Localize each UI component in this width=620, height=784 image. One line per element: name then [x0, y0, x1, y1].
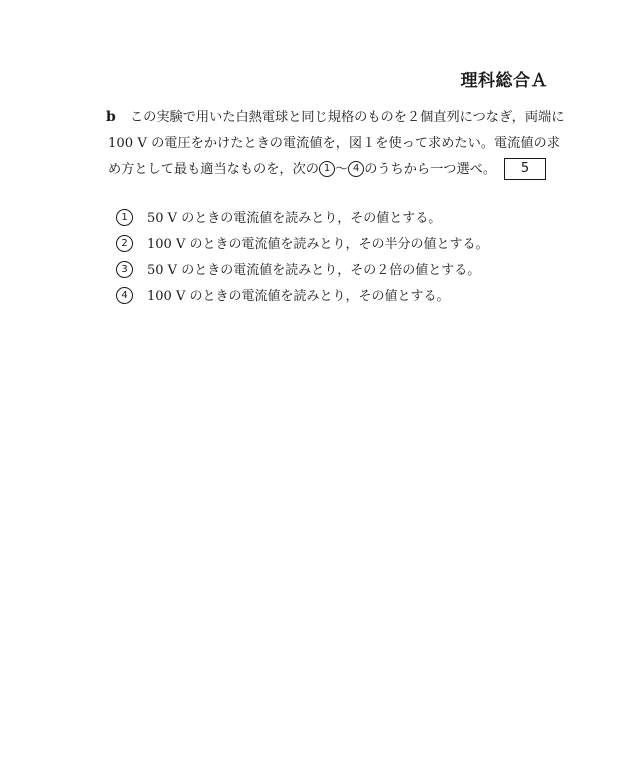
- option-text: 50 V のときの電流値を読みとり，その値とする。: [147, 211, 442, 226]
- circled-number-icon: 3: [116, 261, 133, 278]
- circled-number-1-icon: 1: [319, 161, 335, 177]
- question-text-line-1: この実験で用いた白熱電球と同じ規格のものを２個直列につなぎ，両端に: [130, 110, 565, 125]
- question-line-1: [106, 104, 565, 131]
- question-text-line-3a: め方として最も適当なものを，次の: [108, 162, 319, 177]
- circled-number-icon: 2: [116, 235, 133, 252]
- answer-number-box: 5: [504, 158, 546, 180]
- question-text-line-3b: のうちから一つ選べ。: [364, 162, 497, 177]
- question-line-3: [106, 157, 556, 183]
- question-letter: b: [106, 109, 116, 125]
- range-separator: 〜: [335, 162, 349, 177]
- option-3[interactable]: [116, 258, 488, 284]
- option-text: 100 V のときの電流値を読みとり，その値とする。: [147, 289, 450, 304]
- circled-number-icon: 4: [116, 287, 133, 304]
- option-2[interactable]: [116, 232, 488, 258]
- options-list: [116, 206, 488, 310]
- circled-number-4-icon: 4: [348, 161, 364, 177]
- question-block: [106, 104, 565, 183]
- circled-number-icon: 1: [116, 209, 133, 226]
- question-line-2: [106, 131, 560, 157]
- option-text: 50 V のときの電流値を読みとり，その２倍の値とする。: [147, 263, 481, 278]
- option-4[interactable]: [116, 284, 488, 310]
- question-text-line-2: 100 V の電圧をかけたときの電流値を，図１を使って求めたい。電流値の求: [108, 136, 560, 151]
- option-text: 100 V のときの電流値を読みとり，その半分の値とする。: [147, 237, 489, 252]
- subject-title: 理科総合Ａ: [460, 71, 548, 91]
- option-1[interactable]: [116, 206, 488, 232]
